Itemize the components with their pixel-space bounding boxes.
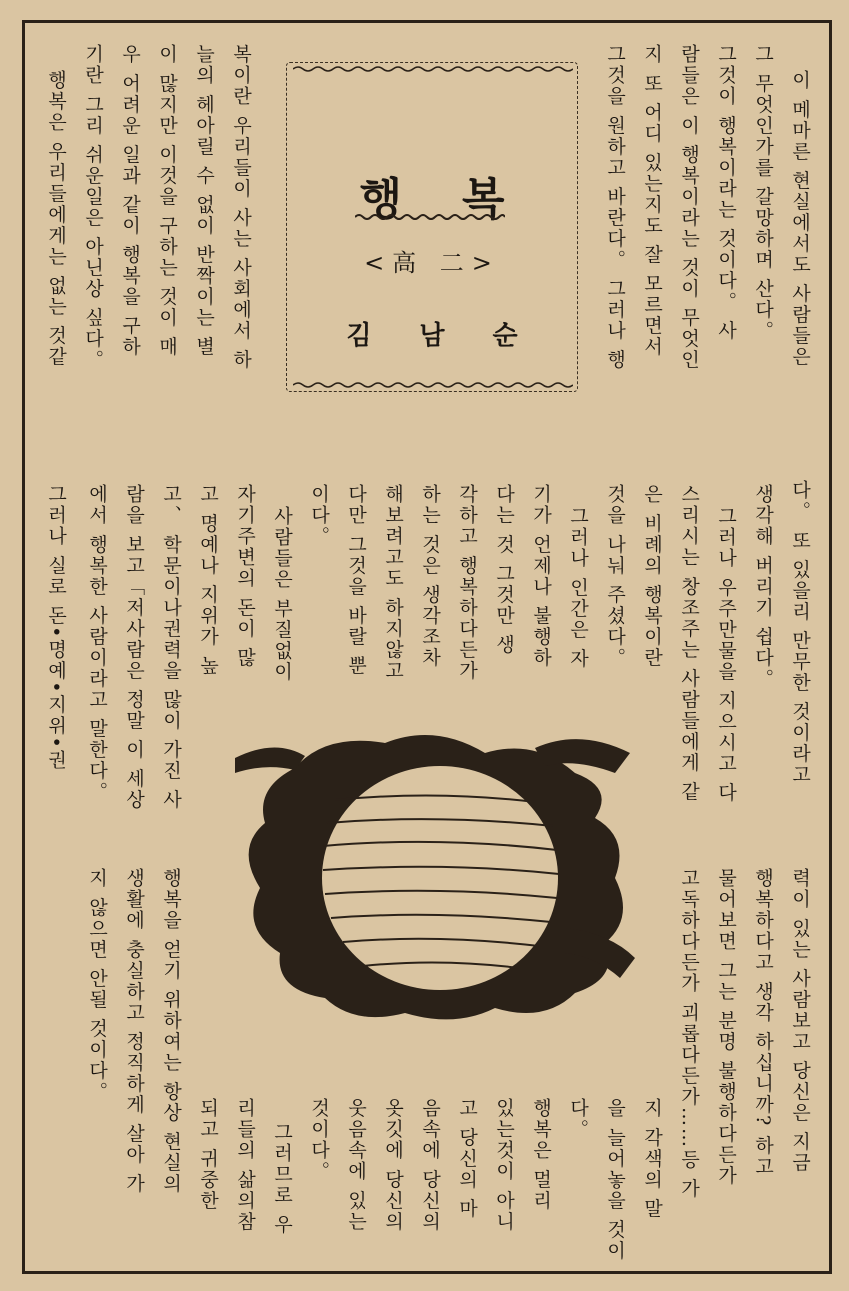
text-column: 복이란 우리들이 사는 사회에서 하 [230,44,252,371]
text-column: 지 또 어디 있는지도 잘 모르면서 [641,44,663,358]
text-column: 사람들은 부질없이 [271,506,293,683]
text-column: 다。 [567,1098,589,1140]
text-column: 이 메마른 현실에서도 사람들은 [789,70,811,368]
text-column: 그 무엇인가를 갈망하며 산다。 [752,44,774,342]
text-column: 웃음속에 있는 [345,1098,367,1233]
text-column: 람들은 이 행복이라는 것이 무엇인 [678,44,700,371]
class-label: <高 二> [364,249,500,277]
text-column: 을 늘어놓을 것이 [604,1098,626,1262]
text-column: 지 각색의 말 [641,1098,663,1220]
text-column: 것이다。 [308,1098,330,1182]
text-column: 리들의 삶의참 [234,1098,256,1233]
text-column: 그러나 우주만물을 지으시고 다 [715,506,737,804]
text-column: 행복은 멀리 [530,1098,552,1212]
text-column: 고독하다든가 괴롭다든가……등 가 [678,868,700,1200]
title-underline-wave-icon [355,213,505,221]
moon-illustration-icon [235,728,635,1028]
text-column: 고 명예나 지위가 높 [197,484,219,677]
wave-ornament-top-icon [293,65,573,73]
text-column: 은 비례의 행복이란 [641,484,663,669]
text-column: 고 당신의 마 [456,1098,478,1220]
text-column: 다는 것 그것만 생 [493,484,515,656]
text-column: 그러나 인간은 자 [567,506,589,670]
text-column: 우 어려운 일과 같이 행복을 구하 [119,44,141,358]
text-column: 행복은 우리들에게는 없는 것같 [45,70,67,368]
text-column: 에서 행복한 사람이라고 말한다。 [86,484,108,803]
article-title: 행복 [359,174,565,225]
text-column: 되고 귀중한 [197,1098,219,1212]
text-column: 물어보면 그는 분명 불행하다든가 [715,868,737,1187]
text-column: 스리시는 창조주는 사람들에게 같 [678,484,700,803]
text-column: 각하고 행복하다든가 [456,484,478,682]
text-column: 그러므로 우 [271,1122,293,1236]
text-column: 고、 학문이나권력을 많이 가진 사 [160,484,182,811]
text-column: 행복하다고 생각 하십니까? 하고 [752,868,774,1178]
text-column: 그것을 원하고 바란다。 그러나 행 [604,44,626,371]
text-column: 이다。 [308,484,330,547]
text-column: 람을 보고「저사람은 정말 이 세상 [123,484,145,811]
text-column: 자기주변의 돈이 많 [234,484,256,669]
text-column: 다만 그것을 바랄 뿐 [345,484,367,677]
text-column: 력이 있는 사람보고 당신은 지금 [789,868,811,1174]
text-column: 생활에 충실하고 정직하게 살아 가 [123,868,145,1195]
title-box [286,62,578,392]
text-column: 행복을 얻기 위하여는 항상 현실의 [160,868,182,1195]
author-name: 김남순 [346,321,566,351]
text-column: 음속에 당신의 [419,1098,441,1233]
text-column: 늘의 헤아릴 수 없이 반짝이는 별 [193,44,215,358]
text-column: 지 않으면 안될 것이다。 [86,868,108,1103]
text-column: 있는것이 아니 [493,1098,515,1233]
text-column: 다。 또 있을리 만무한 것이라고 [789,480,811,786]
text-column: 기란 그리 쉬운일은 아닌상 싶다。 [82,44,104,371]
text-column: 해보려고도 하지않고 [382,484,404,682]
text-column: 생각해 버리기 쉽다。 [752,484,774,690]
text-column: 이 많지만 이것을 구하는 것이 매 [156,44,178,358]
wave-ornament-bottom-icon [293,381,573,389]
text-column: 옷깃에 당신의 [382,1098,404,1233]
text-column: 것을 나눠 주셨다。 [604,484,626,669]
text-column: 그러나 실로 돈•명예•지위•권 [45,484,67,771]
text-column: 그것이 행복이라는 것이다。 사 [715,44,737,342]
text-column: 기가 언제나 불행하 [530,484,552,669]
text-column: 하는 것은 생각조차 [419,484,441,669]
